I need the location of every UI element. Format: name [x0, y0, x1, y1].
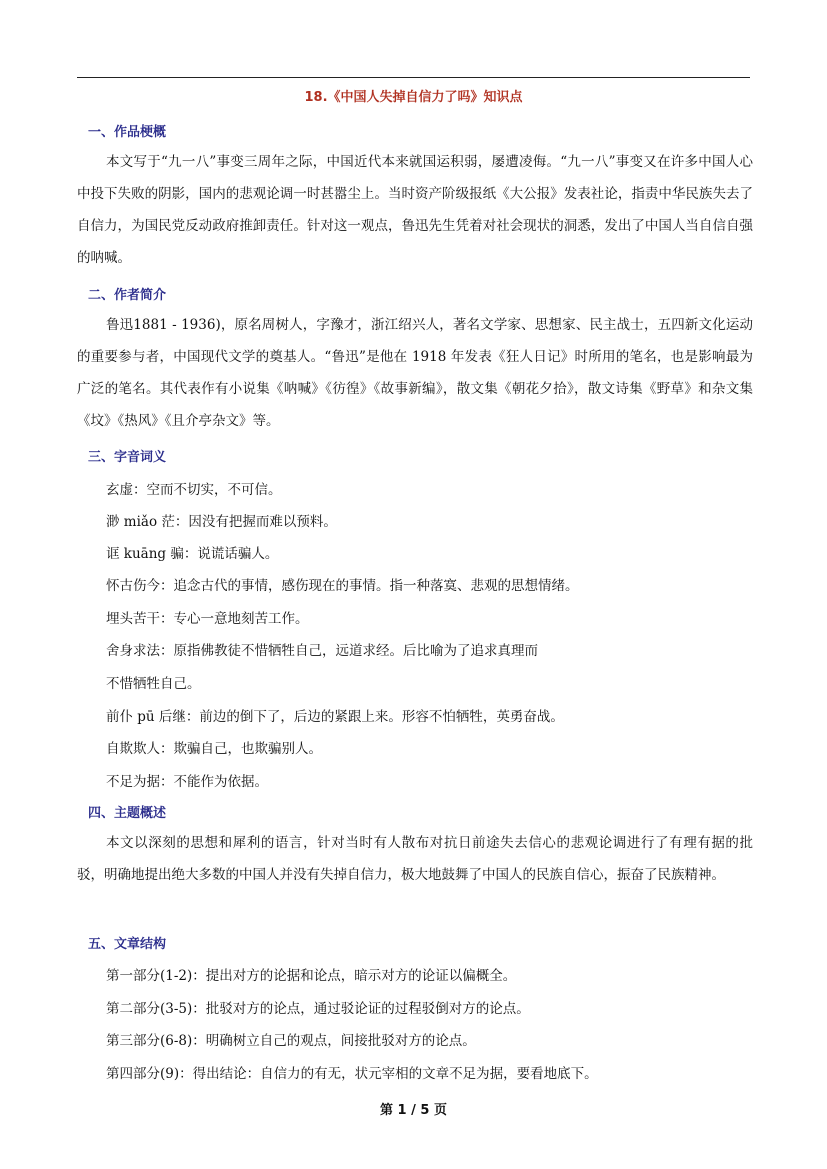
vocabulary-item: 埋头苦干：专心一意地刻苦工作。 — [106, 611, 309, 627]
header-rule — [77, 77, 750, 78]
theme-paragraph: 本文以深刻的思想和犀利的语言，针对当时有人散布对抗日前途失去信心的悲观论调进行了有理有据的批驳，明确地提出绝大多数的中国人并没有失掉自信力，极大地鼓舞了中国人的民族自信心，振奋了民族精神。 — [77, 835, 753, 883]
page-number: 第 1 / 5 页 — [380, 1103, 447, 1118]
section-heading-vocabulary: 三、字音词义 — [88, 450, 167, 465]
section-heading-theme: 四、主题概述 — [88, 806, 167, 821]
author-paragraph: 鲁迅1881 - 1936)，原名周树人，字豫才，浙江绍兴人，著名文学家、思想家、民主战士，五四新文化运动的重要参与者，中国现代文学的奠基人。“鲁迅”是他在 1918 年发表《狂人日记》时所用的笔名，也是影响最为广泛的笔名。其代表作有小说集《呐喊》《彷徨》《故事新编》，散文集《朝花夕拾》，散文诗集《野草》和杂文集《坟》《热风》《且介亭杂文》等。 — [77, 317, 753, 429]
vocabulary-item: 诓 kuāng 骗：说谎话骗人。 — [106, 546, 279, 562]
section-heading-structure: 五、文章结构 — [88, 937, 167, 952]
vocabulary-item: 舍身求法：原指佛教徒不惜牺牲自己，远道求经。后比喻为了追求真理而 — [106, 643, 538, 659]
vocabulary-item: 玄虚：空而不切实，不可信。 — [106, 482, 282, 498]
structure-item: 第二部分(3-5)：批驳对方的论点，通过驳论证的过程驳倒对方的论点。 — [106, 1001, 530, 1017]
section-heading-summary: 一、作品梗概 — [88, 125, 167, 140]
vocabulary-item: 怀古伤今：追念古代的事情，感伤现在的事情。指一种落寞、悲观的思想情绪。 — [106, 578, 579, 594]
structure-item: 第四部分(9)：得出结论：自信力的有无，状元宰相的文章不足为据，要看地底下。 — [106, 1066, 598, 1082]
vocabulary-item: 自欺欺人：欺骗自己，也欺骗别人。 — [106, 741, 322, 757]
section-heading-author: 二、作者简介 — [88, 288, 167, 303]
vocabulary-item-continued: 不惜牺牲自己。 — [106, 676, 201, 692]
structure-item: 第一部分(1-2)：提出对方的论据和论点，暗示对方的论证以偏概全。 — [106, 968, 517, 984]
structure-item: 第三部分(6-8)：明确树立自己的观点，间接批驳对方的论点。 — [106, 1033, 476, 1049]
summary-paragraph: 本文写于“九一八”事变三周年之际，中国近代本来就国运积弱，屡遭凌侮。“九一八”事变又在许多中国人心中投下失败的阴影，国内的悲观论调一时甚嚣尘上。当时资产阶级报纸《大公报》发表社论，指责中华民族失去了自信力，为国民党反动政府推卸责任。针对这一观点，鲁迅先生凭着对社会现状的洞悉，发出了中国人当自信自强的呐喊。 — [77, 154, 753, 266]
vocabulary-item: 不足为据：不能作为依据。 — [106, 774, 268, 790]
page-title: 18.《中国人失掉自信力了吗》知识点 — [304, 90, 523, 105]
vocabulary-item: 渺 miǎo 茫：因没有把握而难以预料。 — [106, 514, 337, 530]
vocabulary-item: 前仆 pū 后继：前边的倒下了，后边的紧跟上来。形容不怕牺牲，英勇奋战。 — [106, 709, 564, 725]
